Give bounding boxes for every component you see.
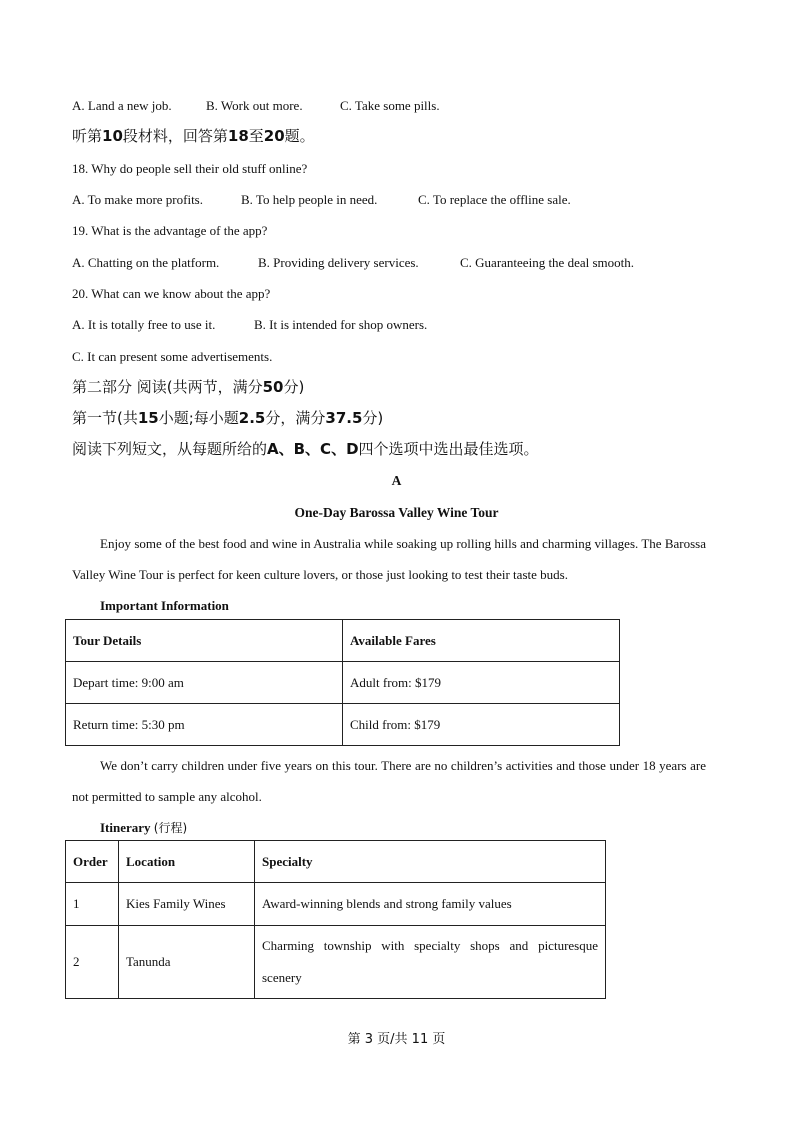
part2-heading: 第二部分 阅读(共两节，满分50分)	[72, 378, 305, 396]
q18-question: 18. Why do people sell their old stuff online?	[72, 161, 308, 176]
q19-question: 19. What is the advantage of the app?	[72, 223, 268, 238]
passage-title: One-Day Barossa Valley Wine Tour	[294, 505, 499, 520]
passage-intro: Enjoy some of the best food and wine in Australia while soaking up rolling hills and charming villages. The Barossa Valley Wine Tour is perfect for keen culture lovers, or those just looking to test their taste buds.	[72, 536, 706, 582]
table-row	[66, 704, 620, 746]
itinerary-cell-specialty-1: Award-winning blends and strong family values	[255, 883, 606, 926]
q18-option-c: C. To replace the offline sale.	[418, 192, 571, 207]
q20-option-a: A. It is totally free to use it.	[72, 317, 216, 332]
q17-option-b: B. Work out more.	[206, 98, 303, 113]
table-row	[66, 662, 620, 704]
table-row	[66, 883, 606, 926]
q19-option-a: A. Chatting on the platform.	[72, 255, 220, 270]
page-footer: 第 3 页/共 11 页	[347, 1032, 446, 1047]
itinerary-header-order: Order	[66, 841, 119, 883]
info-cell-depart: Depart time: 9:00 am	[66, 662, 343, 704]
itinerary-header-specialty: Specialty	[255, 841, 606, 883]
q20-question: 20. What can we know about the app?	[72, 286, 271, 301]
table-row	[66, 926, 606, 999]
info-cell-adult-fare: Adult from: $179	[343, 662, 620, 704]
section1-heading: 第一节(共15小题;每小题2.5分，满分37.5分)	[72, 409, 384, 427]
itinerary-cell-specialty-2: Charming township with specialty shops and picturesque scenery	[255, 926, 606, 999]
itinerary-header-location: Location	[119, 841, 255, 883]
q20-option-c: C. It can present some advertisements.	[72, 349, 273, 364]
q18-option-b: B. To help people in need.	[241, 192, 378, 207]
reading-instruction: 阅读下列短文，从每题所给的A、B、C、D四个选项中选出最佳选项。	[72, 440, 539, 458]
important-info-heading: Important Information	[100, 598, 229, 613]
info-table	[65, 619, 620, 746]
info-header-available-fares: Available Fares	[343, 620, 620, 662]
section10-instruction: 听第10段材料，回答第18至20题。	[72, 127, 315, 145]
children-note: We don’t carry children under five years on this tour. There are no children’s activities and those under 18 years are not permitted to sample any alcohol.	[72, 758, 706, 804]
q20-option-b: B. It is intended for shop owners.	[254, 317, 428, 332]
itinerary-cell-location-1: Kies Family Wines	[119, 883, 255, 926]
itinerary-table	[65, 840, 606, 999]
info-cell-return: Return time: 5:30 pm	[66, 704, 343, 746]
q19-option-b: B. Providing delivery services.	[258, 255, 419, 270]
info-header-tour-details: Tour Details	[66, 620, 343, 662]
q17-option-c: C. Take some pills.	[340, 98, 440, 113]
itinerary-heading: Itinerary (行程)	[100, 820, 188, 835]
info-cell-child-fare: Child from: $179	[343, 704, 620, 746]
q18-option-a: A. To make more profits.	[72, 192, 203, 207]
q17-option-a: A. Land a new job.	[72, 98, 172, 113]
passage-letter: A	[391, 473, 402, 488]
itinerary-header-row	[66, 841, 606, 883]
info-table-header-row	[66, 620, 620, 662]
itinerary-cell-location-2: Tanunda	[119, 926, 255, 999]
itinerary-cell-order-1: 1	[66, 883, 119, 926]
itinerary-cell-order-2: 2	[66, 926, 119, 999]
q19-option-c: C. Guaranteeing the deal smooth.	[460, 255, 635, 270]
